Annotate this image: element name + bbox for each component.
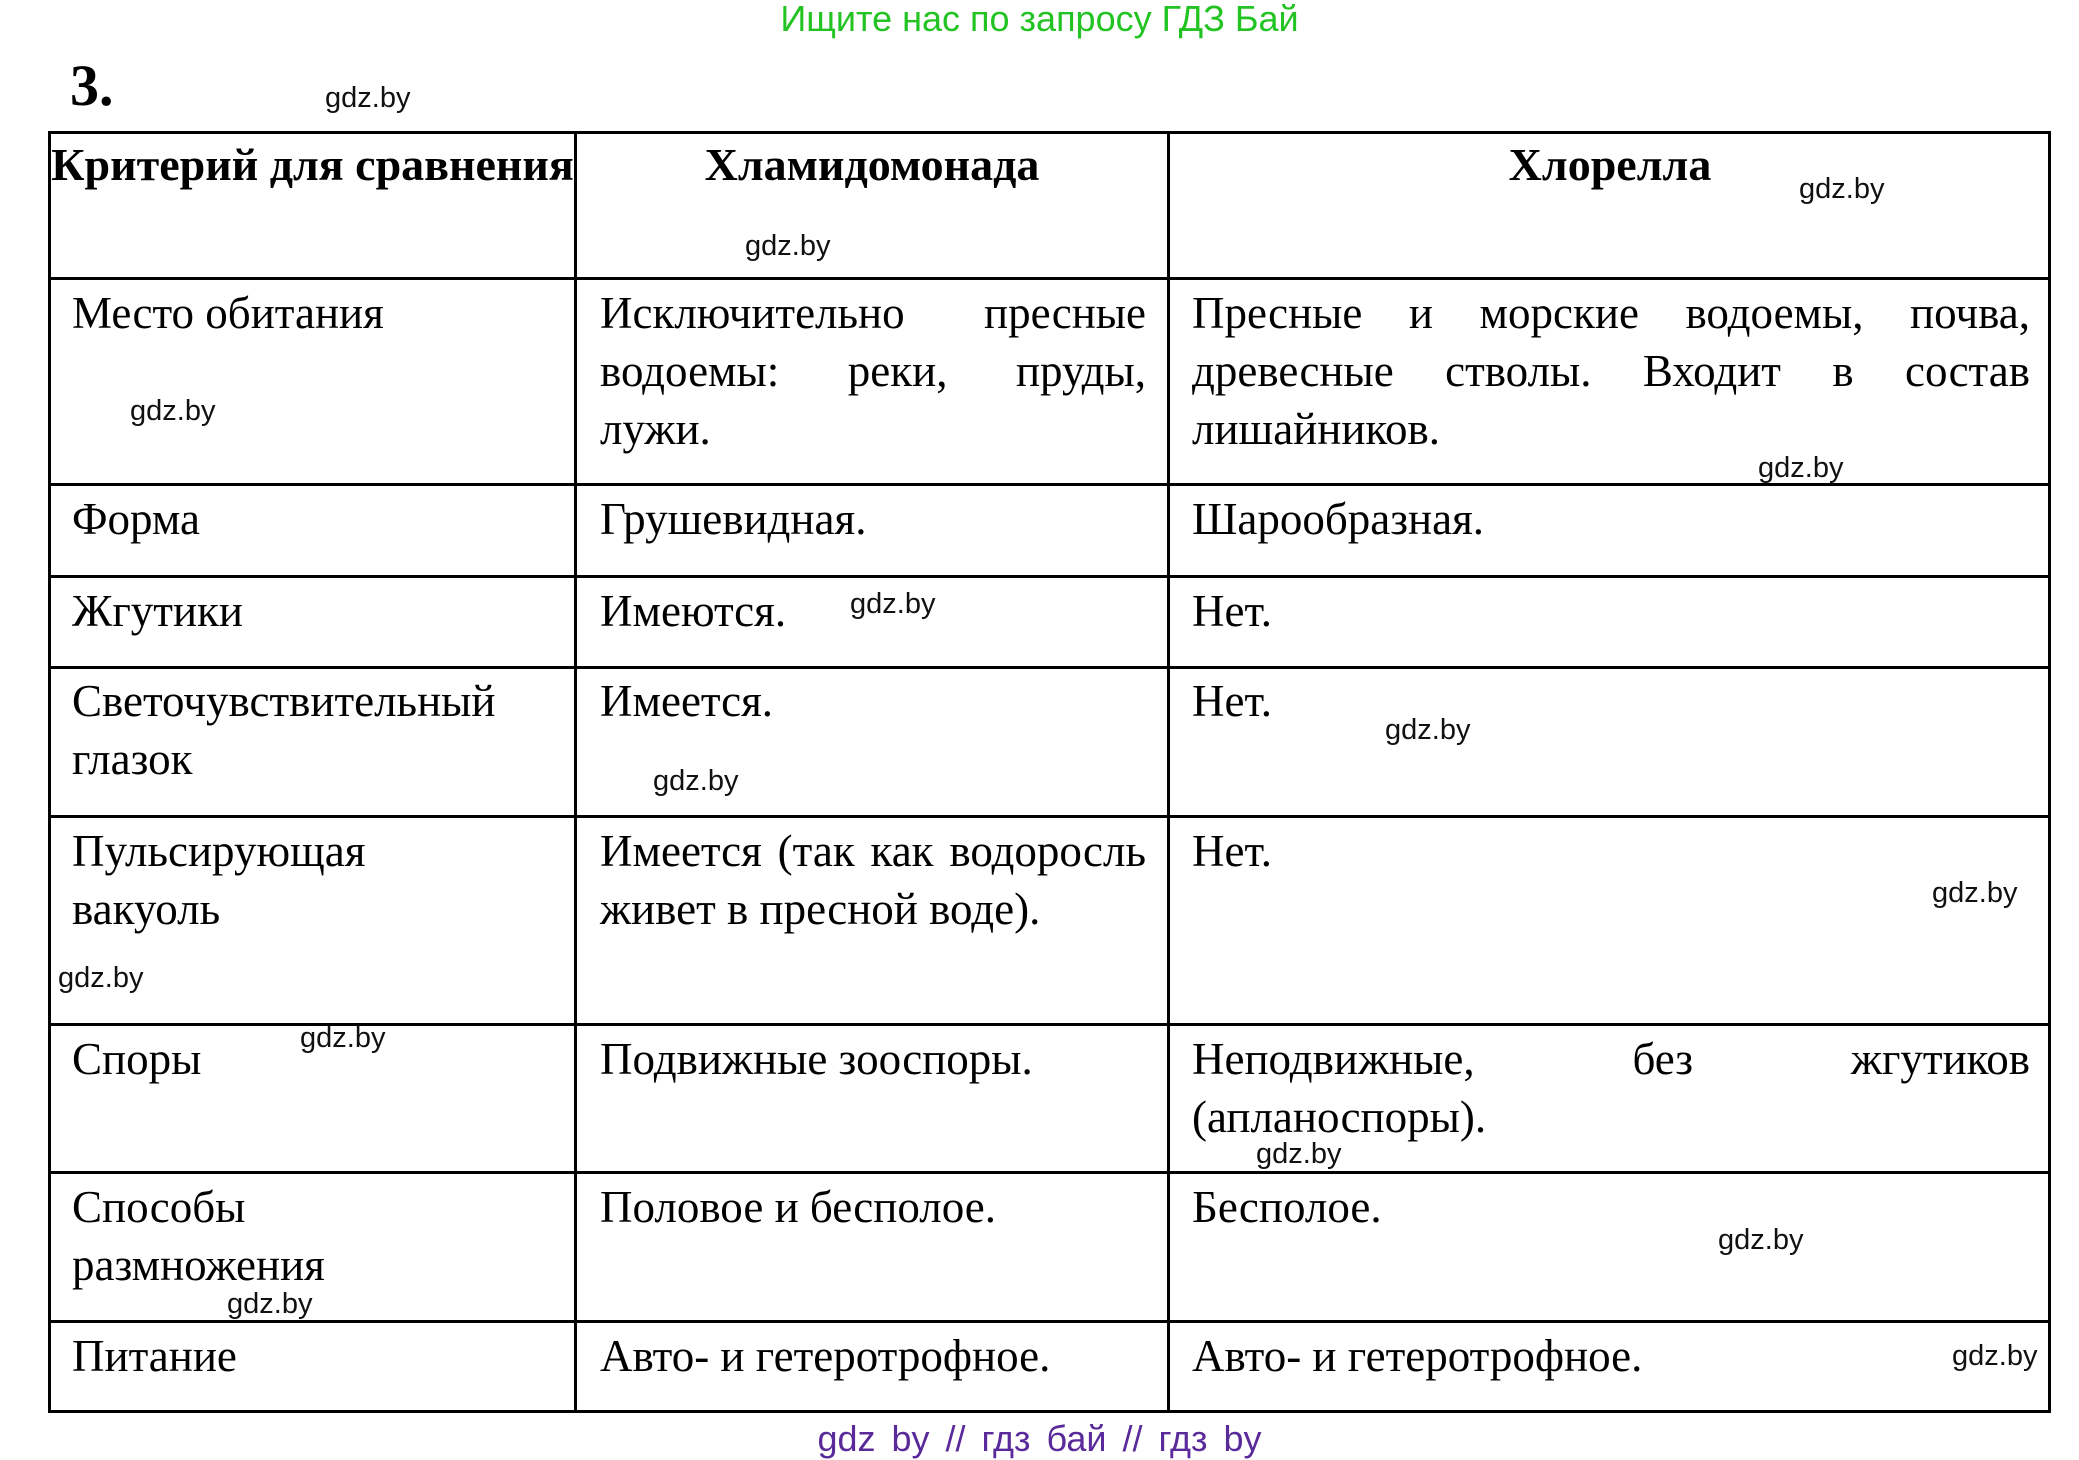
row-criterion: Способы размножения	[72, 1182, 325, 1290]
row-chlorella: Пресные и морские водоемы, почва, древесные стволы. Входит в состав лишайников.	[1192, 288, 2030, 454]
row-divider	[48, 483, 2051, 486]
column-divider	[1167, 131, 1170, 1413]
watermark: gdz.by	[300, 1022, 386, 1054]
footer-watermark: gdz by // гдз бай // гдз by	[817, 1418, 1262, 1459]
row-divider	[48, 277, 2051, 280]
row-criterion: Светочувствительный глазок	[72, 676, 496, 784]
watermark: gdz.by	[1952, 1340, 2038, 1372]
row-criterion: Пульсирующая вакуоль	[72, 826, 366, 934]
row-chlorella: Неподвижные, без жгутиков (апланоспоры).	[1192, 1034, 2030, 1142]
watermark: gdz.by	[325, 82, 411, 114]
header-chlamydomonas: Хламидомонада	[704, 139, 1040, 190]
row-divider	[48, 1320, 2051, 1323]
row-chlorella: Авто- и гетеротрофное.	[1192, 1331, 1643, 1381]
watermark: gdz.by	[653, 765, 739, 797]
row-criterion: Питание	[72, 1331, 237, 1381]
watermark: gdz.by	[227, 1288, 313, 1320]
header-chlorella: Хлорелла	[1508, 139, 1712, 190]
watermark: gdz.by	[1932, 877, 2018, 909]
row-chlamydomonas: Авто- и гетеротрофное.	[600, 1331, 1051, 1381]
task-number: 3.	[70, 53, 114, 118]
watermark: gdz.by	[850, 588, 936, 620]
column-divider	[574, 131, 577, 1413]
row-chlorella: Нет.	[1192, 676, 1273, 726]
row-chlamydomonas: Имеется (так как водоросль живет в пресной воде).	[600, 826, 1146, 934]
watermark: gdz.by	[745, 230, 831, 262]
watermark: gdz.by	[1718, 1224, 1804, 1256]
header-criterion: Критерий для сравнения	[51, 139, 574, 190]
row-chlamydomonas: Грушевидная.	[600, 494, 867, 544]
search-banner: Ищите нас по запросу ГДЗ Бай	[780, 0, 1299, 39]
row-criterion: Форма	[72, 494, 201, 544]
row-divider	[48, 666, 2051, 669]
row-chlorella: Бесполое.	[1192, 1182, 1382, 1232]
watermark: gdz.by	[58, 962, 144, 994]
watermark: gdz.by	[1385, 714, 1471, 746]
watermark: gdz.by	[1758, 452, 1844, 484]
row-divider	[48, 815, 2051, 818]
row-criterion: Место обитания	[72, 288, 384, 338]
row-divider	[48, 575, 2051, 578]
row-criterion: Споры	[72, 1034, 202, 1084]
row-chlamydomonas: Имеется.	[600, 676, 774, 726]
row-chlamydomonas: Подвижные зооспоры.	[600, 1034, 1033, 1084]
watermark: gdz.by	[1256, 1138, 1342, 1170]
row-chlorella: Нет.	[1192, 586, 1273, 636]
row-chlamydomonas: Исключительно пресные водоемы: реки, пруды, лужи.	[600, 288, 1146, 454]
watermark: gdz.by	[130, 395, 216, 427]
row-chlorella: Шарообразная.	[1192, 494, 1485, 544]
row-criterion: Жгутики	[72, 586, 243, 636]
row-chlamydomonas: Имеются.	[600, 586, 787, 636]
watermark: gdz.by	[1799, 173, 1885, 205]
row-chlamydomonas: Половое и бесполое.	[600, 1182, 996, 1232]
row-divider	[48, 1171, 2051, 1174]
row-chlorella: Нет.	[1192, 826, 1273, 876]
